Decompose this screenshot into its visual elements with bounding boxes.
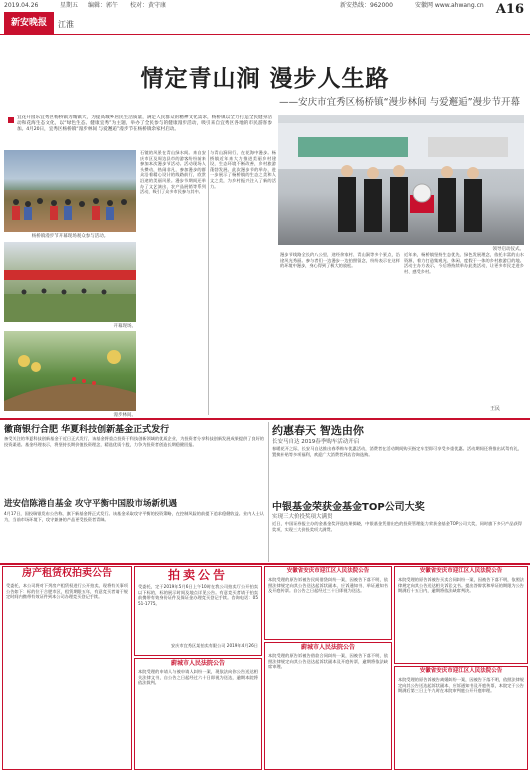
lead-marker-icon — [8, 117, 14, 123]
newspaper-logo: 新安晚报 — [4, 12, 54, 34]
header-rule — [0, 34, 530, 35]
byline: 王民 — [490, 406, 501, 412]
ad-yingjiang-court-2-title: 安徽省安庆市迎江区人民法院公告 — [395, 567, 527, 576]
article-column-2: 与青山涧同行，在花海中漫步。杨桥镇近年来大力推进美丽乡村建设，生态环境不断改善，乡村旅游蓬勃发展。此次漫步节的举办，进一步展示了杨桥镇的生态之美和人文之美，为乡村振兴注入了新的活力。 — [210, 150, 276, 189]
lead-paragraph: 宜花开园乐宜秀区杨桥镇为城镇大，为提高城乡居民生活质量，满足人民群众的精神文化需求，杨桥镇以全力打造全民健身活动和花海生态文化，以“绿色生态、健康宜秀”为主题，举办了全民参与的健康漫步活动，吸引来自宜秀区各地的市民游客参加。4月20日，宜秀区杨桥镇“漫步林间 与爱邂逅”漫步节在杨桥镇余家村启动。 — [17, 115, 272, 132]
section-name: 江淮 — [58, 20, 74, 29]
ad-court-1 — [134, 658, 262, 770]
ad-yingjiang-court-2-body: 本院受理的原告诉被告买卖合同纠纷一案，因被告下落不明，依照法律规定向其公告送达相关诉讼文书。提出答辩状和举证的期限为公告期满后十五日内，逾期将依法缺席判决。 — [398, 577, 524, 594]
story-title-huaxia: 徽商银行合肥 华夏科技创新基金正式发行 — [4, 425, 170, 435]
proof: 校对：黄守康 — [130, 2, 167, 9]
story-body-fund: 4月17日，国投瑞银发布公告称，旗下新基金将正式发行。该基金采取攻守平衡的投资策略，在控制风险的前提下追求稳健收益。业内人士认为，当前市场环境下，攻守兼备的产品更受投资者青睐。 — [4, 511, 264, 522]
section-rule — [0, 418, 530, 420]
ad-court-1-body: 本院受理的申请人与被申请人纠纷一案，现依法向你公告送达相关法律文书，自公告之日起经过六十日即视为送达，逾期本院将依法裁判。 — [138, 669, 258, 686]
story-body-bocgi: 近日，中国证券报主办的金基金奖评选结果揭晓，中银基金凭借出色的投资管理能力荣获金基金TOP公司大奖，同时旗下多只产品获得奖项，实现三大价投奖项大满贯。 — [272, 521, 522, 532]
ad-yingjiang-court-1 — [264, 566, 392, 640]
story-title-mazda: 约惠春天 智选由你 — [272, 424, 364, 437]
ad-yingjiang-court-2 — [394, 566, 528, 664]
ad-court-2 — [264, 642, 392, 770]
hotline: 新安热线：962000 — [340, 2, 393, 9]
date: 2019.04.26 — [4, 2, 39, 9]
ad-yingjiang-court-3-body: 本院受理的原告诉被告离婚纠纷一案，因被告下落不明，依照法律规定向其公告送达起诉状副本、应诉通知书及开庭传票，本院定于公告期满后第三日上午九时在本院审判庭公开开庭审理。 — [398, 677, 524, 694]
ad-auction — [134, 566, 262, 656]
ads-rule — [0, 563, 530, 565]
photo-opening — [4, 242, 136, 322]
weekday: 星期五 — [60, 2, 79, 9]
ad-lease-auction-body: 受委托，本公司将对下列房产租赁权进行公开拍卖，现将有关事项公告如下：标的位于合肥市区，租赁期限五年，有意竞买者请于规定时间内携带有效证件到本公司办理竞买登记手续。 — [6, 583, 128, 600]
ad-auction-title: 拍卖公告 — [135, 567, 261, 583]
ad-court-1-title: 蔚城市人民法院公告 — [135, 659, 261, 668]
page-number: A16 — [495, 2, 524, 17]
ad-yingjiang-court-1-title: 安徽省安庆市迎江区人民法院公告 — [265, 567, 391, 576]
photo-ceremony — [278, 115, 524, 245]
ad-court-2-title: 蔚城市人民法院公告 — [265, 643, 391, 652]
ad-court-2-body: 本院受理的原告诉被告借款合同纠纷一案，因被告下落不明，依照法律规定向其公告送达起诉状副本及开庭传票，逾期将依法缺席审理。 — [268, 653, 388, 670]
ad-lease-auction-title: 房产租赁权拍卖公告 — [3, 567, 131, 581]
photo-walk — [4, 331, 136, 411]
photo-walk-caption: 漫步林间。 — [113, 413, 136, 418]
article-column-3: 漫步节线路全长约八公里，途经余家村、青山涧等多个景点，沿途风光秀丽。参与者们一边漫步一边拍照留念，纷纷表示在这样的环境中漫步，身心得到了极大的放松。 — [280, 252, 400, 269]
story-body-mazda: 春暖花开之际，长安马自达推出春季购车优惠活动，消费者在活动期间购买指定车型即可享受多重优惠。活动期间还将推出试驾有礼、置换补贴等多项福利，欢迎广大消费者到店咨询选购。 — [272, 446, 522, 457]
ad-auction-body: 受委托，定于2019年5月6日上午10时在我公司拍卖厅公开拍卖以下标的，标的展示时间及地点详见公告。有意竞买者请于拍卖前携带有效身份证件及保证金办理竞买登记手续。咨询电话：0551-1775。 — [138, 584, 258, 606]
site: 安徽网 www.ahwang.cn — [415, 2, 484, 9]
story-title-bocgi: 中银基金荣获金基金TOP公司大奖 — [272, 502, 425, 513]
column-divider — [208, 150, 209, 415]
column-divider-mid — [268, 422, 269, 562]
story-body-huaxia: 备受关注的华夏科技创新基金于近日正式发行，该基金将重点投资于科技创新领域的优质企业，为投资者分享科技创新发展成果提供了良好的投资渠道。基金经理表示，将坚持长期价值投资理念，精选优质个股，力争为投资者创造长期稳健回报。 — [4, 436, 264, 447]
ad-yingjiang-court-3 — [394, 666, 528, 770]
story-kicker-bocgi: 实现三大价投奖项大满贯 — [272, 514, 333, 520]
ad-auction-footer: 安庆市宜秀区某拍卖有限公司 2019年4月26日 — [171, 643, 258, 648]
photo-crowd — [4, 150, 136, 232]
editor: 编辑：郭午 — [88, 2, 119, 9]
main-subhead: ——安庆市宜秀区杨桥镇“漫步林间 与爱邂逅”漫步节开幕 — [279, 97, 520, 108]
ad-yingjiang-court-3-title: 安徽省安庆市迎江区人民法院公告 — [395, 667, 527, 676]
photo-ceremony-caption: 领导启动仪式。 — [492, 247, 524, 252]
article-column-1: 石镜的风景在青山绿水间。来自安庆市区及周边县市的游客纷纷前来参加本次漫步节活动。活动现场人头攒动，热闹非凡，参加漫步的群众沿着精心设计的线路前行，欣赏沿途的美丽风景。漫步节期间还举办了文艺演出、农产品展销等系列活动，吸引了众多市民参与其中。 — [140, 150, 206, 195]
ad-lease-auction — [2, 566, 132, 770]
story-title-fund: 进安信陈港自基金 攻守平衡中国股市场新机遇 — [4, 499, 177, 509]
story-kicker-mazda: 长安马自达 2019春季购车活动开启 — [272, 439, 360, 445]
main-headline: 情定青山涧 漫步人生路 — [140, 66, 390, 92]
photo-opening-caption: 开幕现场。 — [113, 324, 136, 329]
page-header — [0, 0, 530, 12]
photo-crowd-caption: 杨桥镇漫步节开幕现场观众参与活动。 — [31, 234, 109, 239]
ad-yingjiang-court-1-body: 本院受理的原告诉被告民间借贷纠纷一案，因被告下落不明，依照法律规定向其公告送达起诉状副本、应诉通知书、举证通知书及开庭传票。自公告之日起经过三十日即视为送达。 — [268, 577, 388, 594]
article-column-4: 近年来，杨桥镇坚持生态优先、绿色发展理念，依托丰富的山水资源，着力打造集观光、休闲、度假于一体的乡村旅游目的地。活动主办方表示，今后将持续举办此类活动，让更多市民走进乡村、感受乡村。 — [404, 252, 524, 274]
